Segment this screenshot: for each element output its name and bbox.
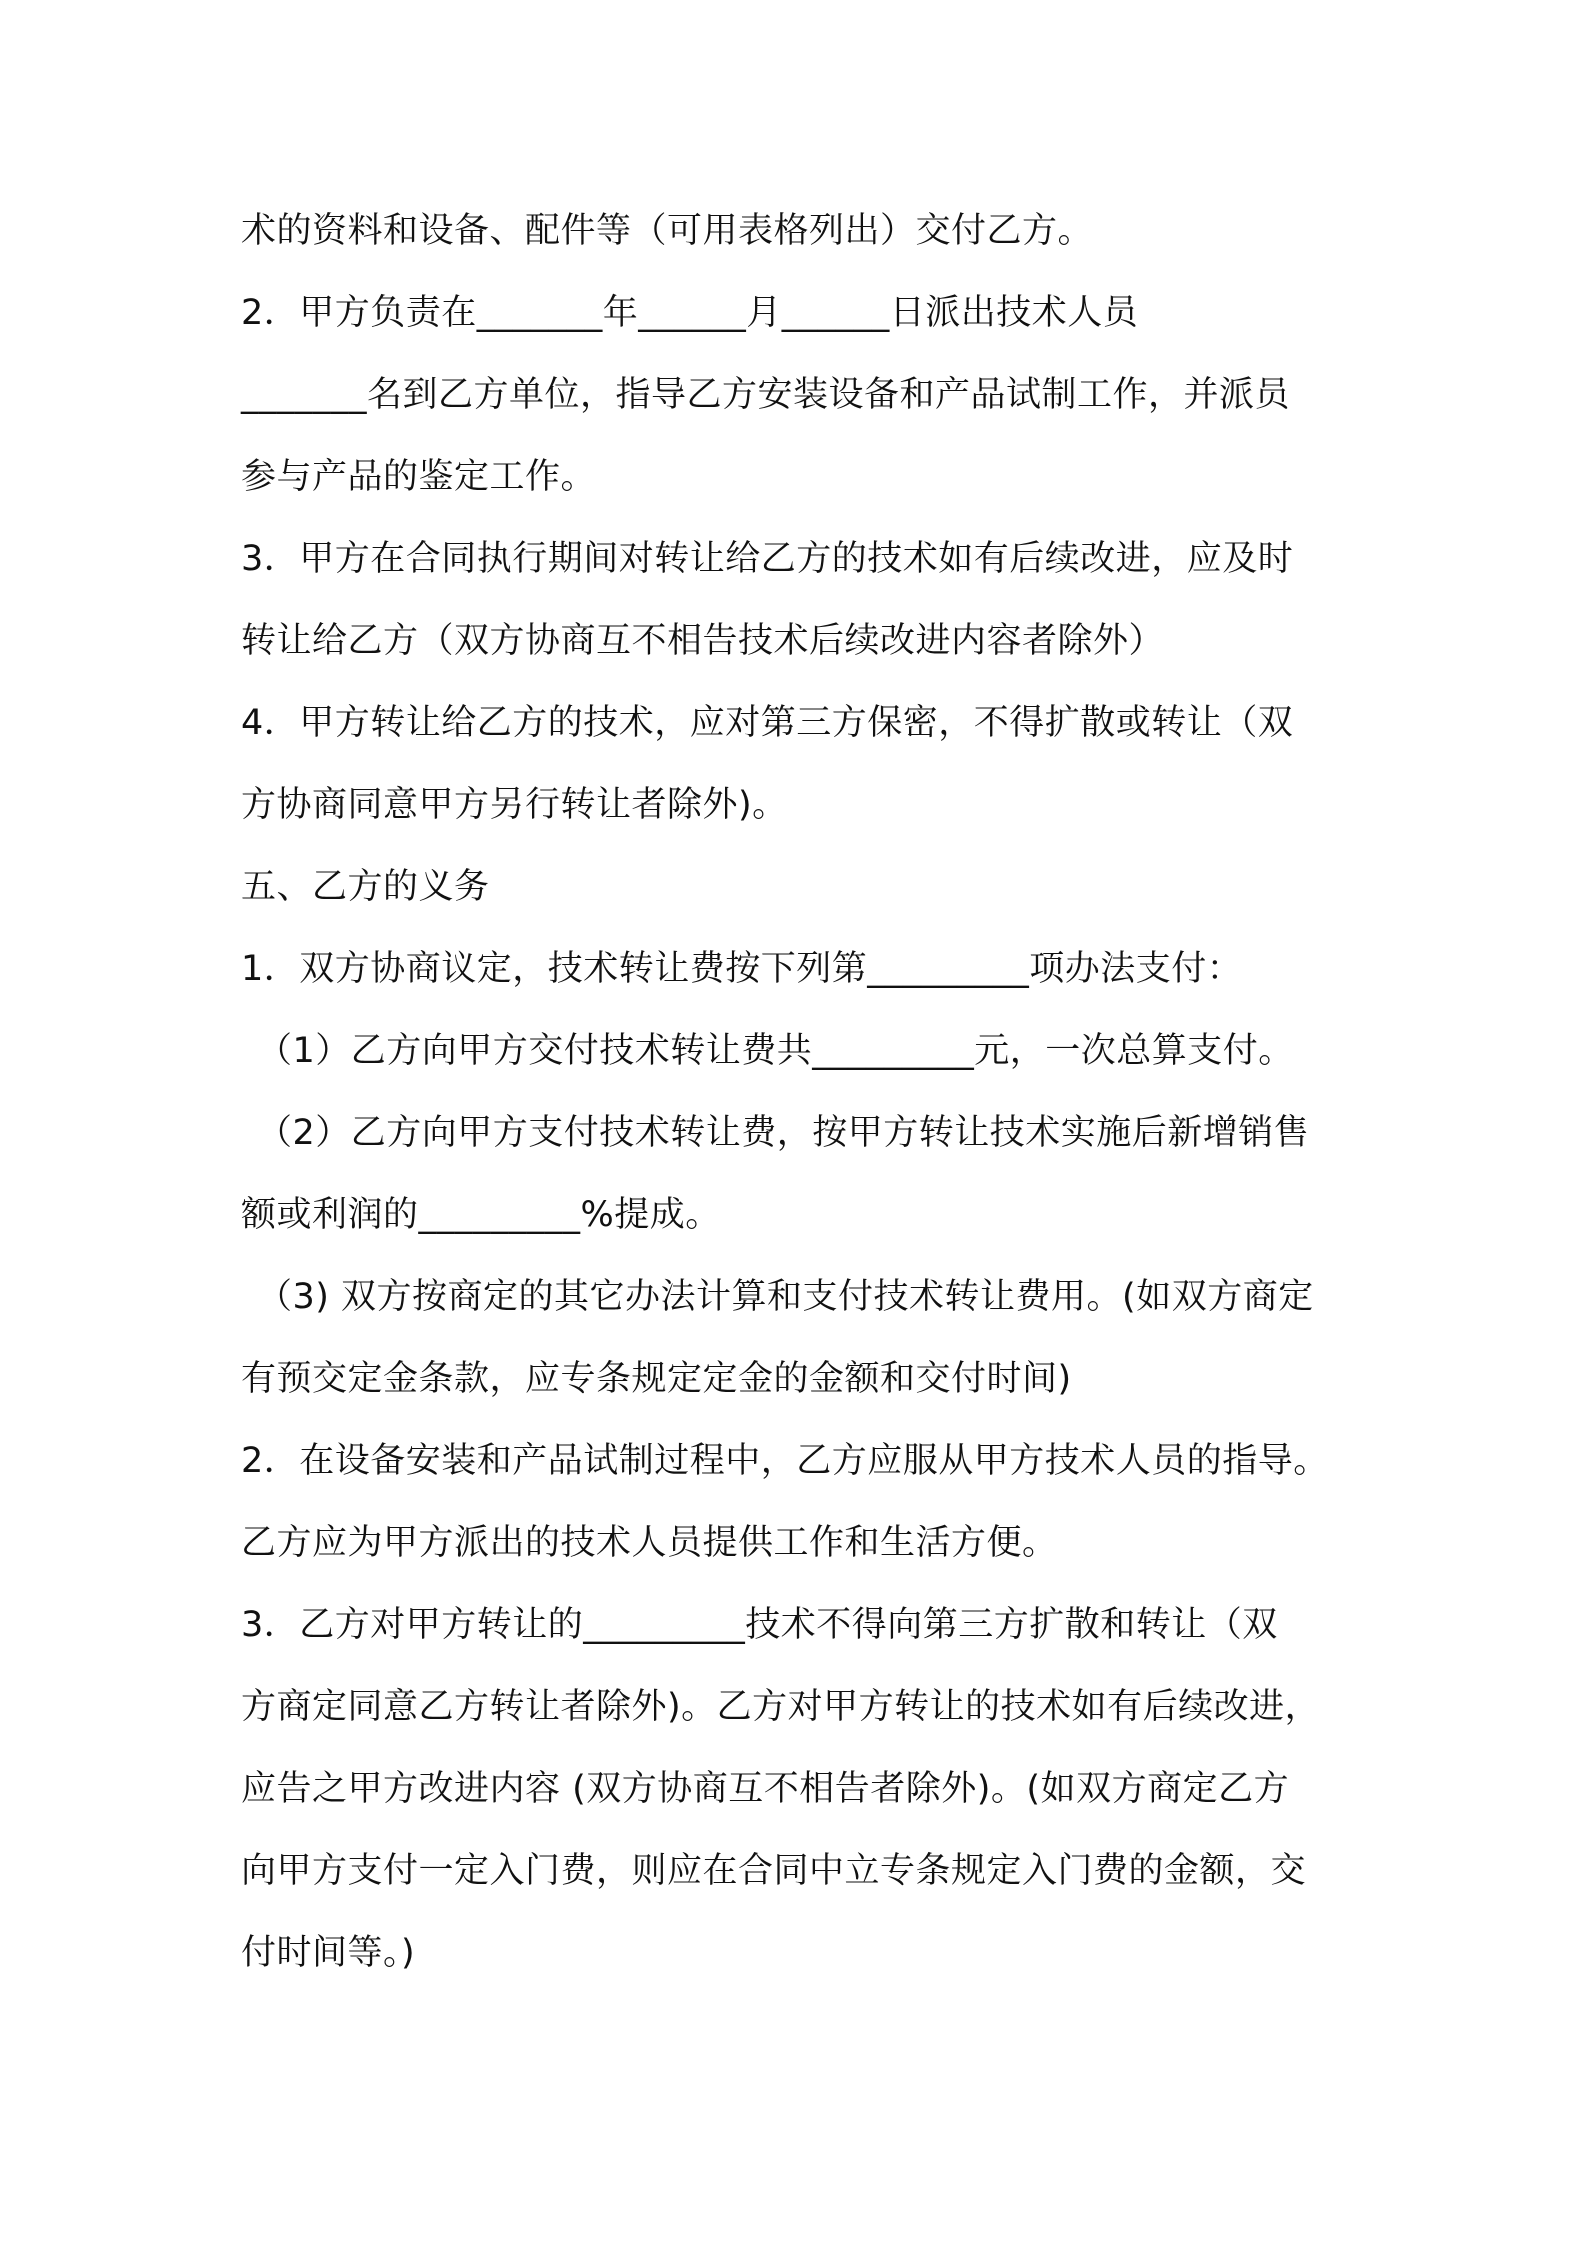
text-line: （1）乙方向甲方交付技术转让费共_________元，一次总算支付。 bbox=[257, 1031, 1294, 1071]
text-line: 术的资料和设备、配件等（可用表格列出）交付乙方。 bbox=[241, 211, 1094, 251]
text-line: 3．乙方对甲方转让的_________技术不得向第三方扩散和转让（双 bbox=[241, 1605, 1278, 1645]
text-line: 额或利润的_________%提成。 bbox=[241, 1195, 721, 1235]
text-line: 3．甲方在合同执行期间对转让给乙方的技术如有后续改进，应及时 bbox=[241, 539, 1294, 579]
text-line: 有预交定金条款，应专条规定定金的金额和交付时间) bbox=[241, 1359, 1072, 1399]
text-line: 2．在设备安装和产品试制过程中，乙方应服从甲方技术人员的指导。 bbox=[241, 1441, 1329, 1481]
text-line: 方协商同意甲方另行转让者除外)。 bbox=[241, 785, 788, 825]
text-line: _______名到乙方单位，指导乙方安装设备和产品试制工作，并派员 bbox=[241, 375, 1291, 415]
section-heading: 五、乙方的义务 bbox=[241, 867, 490, 907]
text-line: 方商定同意乙方转让者除外)。乙方对甲方转让的技术如有后续改进， bbox=[241, 1687, 1321, 1727]
text-line: 1．双方协商议定，技术转让费按下列第_________项办法支付： bbox=[241, 949, 1243, 989]
text-line: （3) 双方按商定的其它办法计算和支付技术转让费用。(如双方商定 bbox=[257, 1277, 1314, 1317]
text-line: 4．甲方转让给乙方的技术，应对第三方保密，不得扩散或转让（双 bbox=[241, 703, 1294, 743]
text-line: （2）乙方向甲方支付技术转让费，按甲方转让技术实施后新增销售 bbox=[257, 1113, 1310, 1153]
text-line: 应告之甲方改进内容 (双方协商互不相告者除外)。(如双方商定乙方 bbox=[241, 1769, 1290, 1809]
text-line: 2．甲方负责在_______年______月______日派出技术人员 bbox=[241, 293, 1139, 333]
text-line: 转让给乙方（双方协商互不相告技术后续改进内容者除外） bbox=[241, 621, 1165, 661]
text-line: 参与产品的鉴定工作。 bbox=[241, 457, 597, 497]
text-line: 向甲方支付一定入门费，则应在合同中立专条规定入门费的金额，交 bbox=[241, 1851, 1307, 1891]
text-line: 付时间等。) bbox=[241, 1933, 416, 1973]
text-line: 乙方应为甲方派出的技术人员提供工作和生活方便。 bbox=[241, 1523, 1058, 1563]
